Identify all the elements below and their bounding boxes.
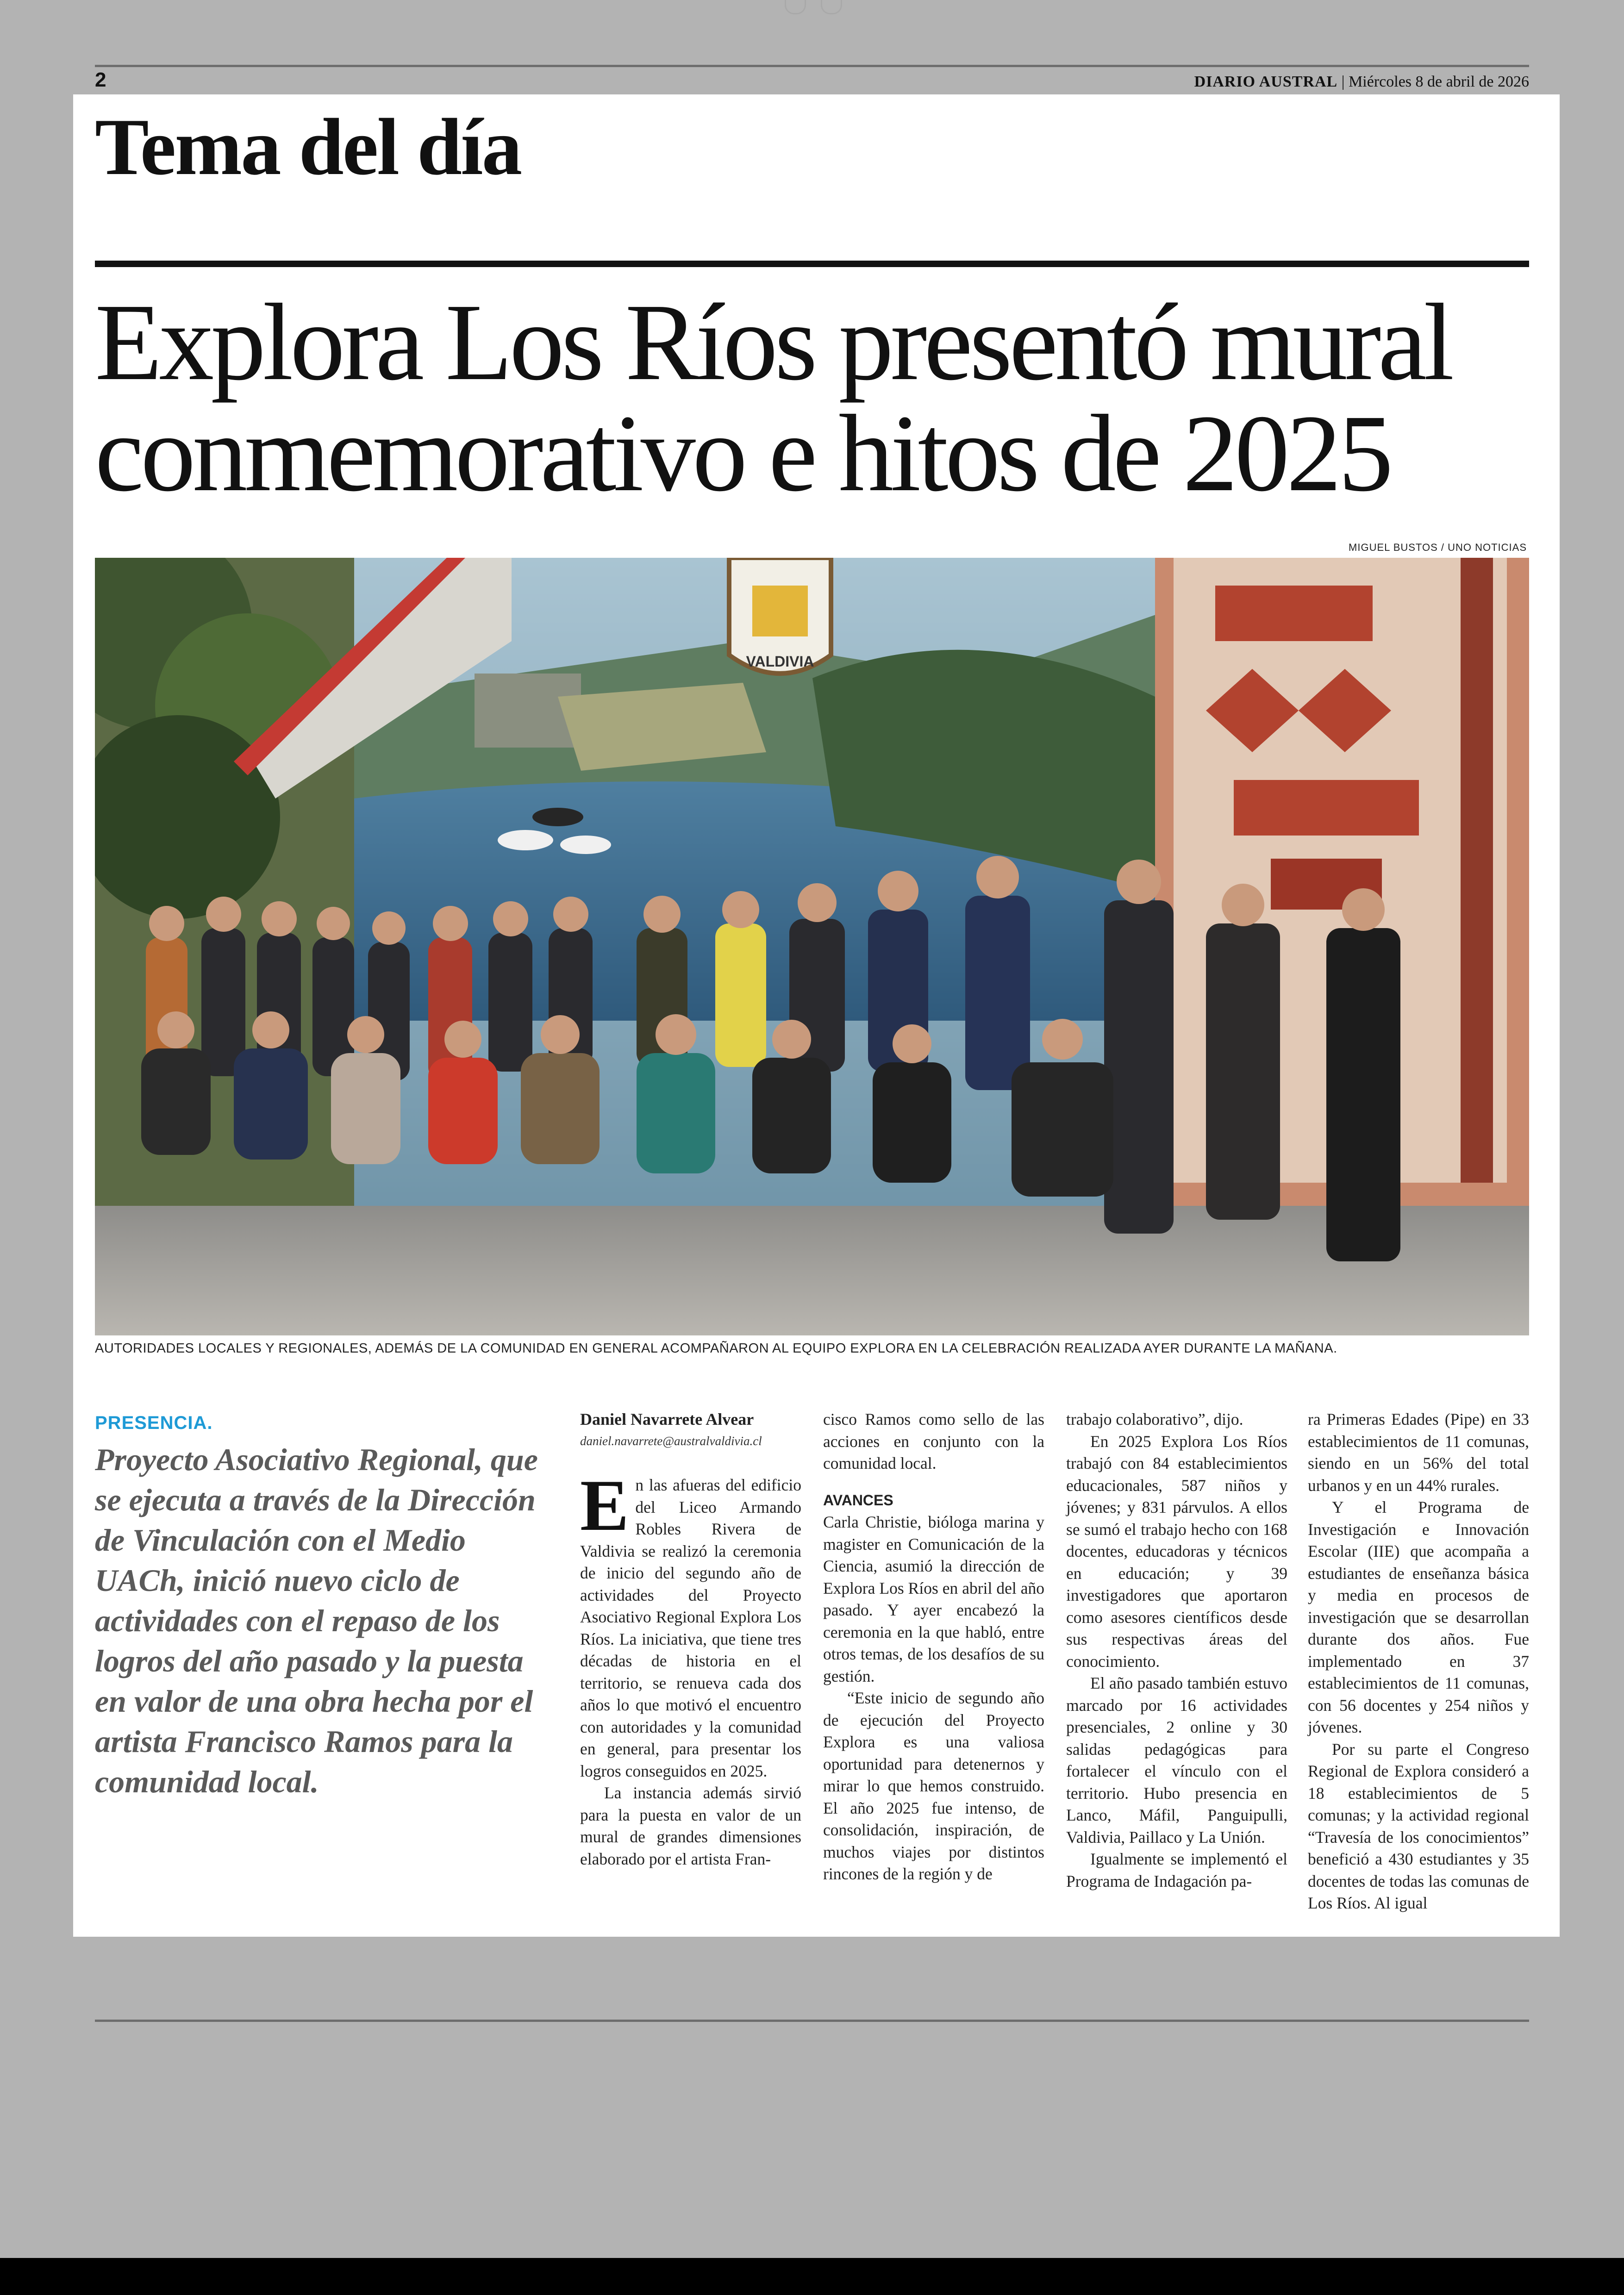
article-paragraph: Carla Christie, bióloga marina y magister en Comunicación de la Ciencia, asumió la dirección de Explora Los Ríos en abril del año pasado. Y ayer encabezó la ceremonia en la que habló, entre otros temas, de los desafíos de su gestión. (823, 1513, 1044, 1685)
article-column-4 (1308, 1409, 1529, 1915)
emblem-text: VALDIVIA (746, 653, 814, 670)
kicker: PRESENCIA. (95, 1413, 213, 1433)
article-paragraph: n las afueras del edificio del Liceo Armando Robles Rivera de Valdivia se realizó la ceremonia de inicio del segundo año de actividades del Proyecto Asociativo Regional Explora Los Ríos. La iniciativa, que tiene tres décadas de historia en el territorio, se renueva cada dos años lo que motivó el encuentro con autoridades y la comunidad en general, para presentar los logros conseguidos en 2025. (580, 1476, 801, 1780)
article-paragraph: cisco Ramos como sello de las acciones en conjunto con la comunidad local. (823, 1410, 1044, 1472)
article-column-3 (1066, 1409, 1287, 1892)
article-paragraph: Igualmente se implementó el Programa de Indagación pa- (1066, 1850, 1287, 1890)
article-paragraph: “Este inicio de segundo año de ejecución del Proyecto Explora es una valiosa oportunidad para detenernos y mirar lo que hemos construido. El año 2025 fue intenso, de consolidación, inspiración, de muchos viajes por distintos rincones de la región y de (823, 1689, 1044, 1883)
article-paragraph: trabajo colaborativo”, dijo. (1066, 1410, 1243, 1428)
article-paragraph: En 2025 Explora Los Ríos trabajó con 84 establecimientos educacionales, 587 niños y jóvenes; y 831 párvulos. A ellos se sumó el trabajo hecho con 168 docentes, educadoras y técnicos en educación; y 39 investigadores que aportaron como asesores científicos desde sus respectivas áreas del conocimiento. (1066, 1432, 1287, 1671)
article-paragraph: La instancia además sirvió para la puesta en valor de un mural de grandes dimensiones elaborado por el artista Fran- (580, 1784, 801, 1868)
page-prev-indicator[interactable] (785, 0, 806, 14)
article-paragraph: El año pasado también estuvo marcado por 16 actividades presenciales, 2 online y 30 salidas pedagógicas para fortalecer el vínculo con el territorio. Hubo presencia en Lanco, Máfil, Panguipulli, Valdivia, Paillaco y La Unión. (1066, 1674, 1287, 1846)
article-column-1 (580, 1465, 801, 1870)
section-rule (95, 261, 1529, 267)
photo-credit: MIGUEL BUSTOS / UNO NOTICIAS (1349, 542, 1527, 553)
issue-date: Miércoles 8 de abril de 2026 (1349, 73, 1529, 90)
lede: Proyecto Asociativo Regional, que se ejecuta a través de la Dirección de Vinculación con el Medio UACh, inició nuevo ciclo de actividades con el repaso de los logros del año pasado y la puesta en valor de una obra hecha por el artista Francisco Ramos para la comunidad local. (95, 1442, 538, 1799)
page-number: 2 (95, 69, 106, 91)
page-next-indicator[interactable] (821, 0, 842, 14)
paper-name: DIARIO AUSTRAL (1194, 73, 1338, 90)
viewer-bottom-bar (0, 2258, 1624, 2295)
article-paragraph: Y el Programa de Investigación e Innovación Escolar (IIE) que acompaña a estudiantes de enseñanza básica y media en procesos de investigación que se desarrollan durante dos años. Fue implementado en 37 establecimientos de 11 comunas, con 56 docentes y 254 niños y jóvenes. (1308, 1498, 1529, 1736)
article-paragraph: ra Primeras Edades (Pipe) en 33 establecimientos de 11 comunas, siendo en un 56% del total urbanos y en un 44% rurales. (1308, 1410, 1529, 1495)
photo-caption: AUTORIDADES LOCALES Y REGIONALES, ADEMÁS DE LA COMUNIDAD EN GENERAL ACOMPAÑARON AL EQUIPO EXPLORA EN LA CELEBRACIÓN REALIZADA AYER DURANTE LA MAÑANA. (95, 1341, 1337, 1356)
article-column-2 (823, 1409, 1044, 1885)
article-paragraph: Por su parte el Congreso Regional de Explora consideró a 18 establecimientos de 5 comunas; y la actividad regional “Travesía de los conocimientos” benefició a 430 estudiantes y 35 docentes de todas las comunas de Los Ríos. Al igual (1308, 1740, 1529, 1912)
group-photo (95, 558, 1529, 1335)
section-title: Tema del día (95, 102, 521, 192)
masthead: DIARIO AUSTRAL | Miércoles 8 de abril de 2026 (1194, 73, 1529, 90)
author-name: Daniel Navarrete Alvear (580, 1410, 754, 1428)
top-rule (95, 65, 1529, 67)
subhead: AVANCES (823, 1491, 893, 1509)
bottom-rule (95, 2020, 1529, 2022)
dropcap: E (580, 1465, 629, 1546)
headline: Explora Los Ríos presentó mural conmemorativo e hitos de 2025 (95, 281, 1451, 514)
author-email[interactable]: daniel.navarrete@australvaldivia.cl (580, 1434, 762, 1448)
